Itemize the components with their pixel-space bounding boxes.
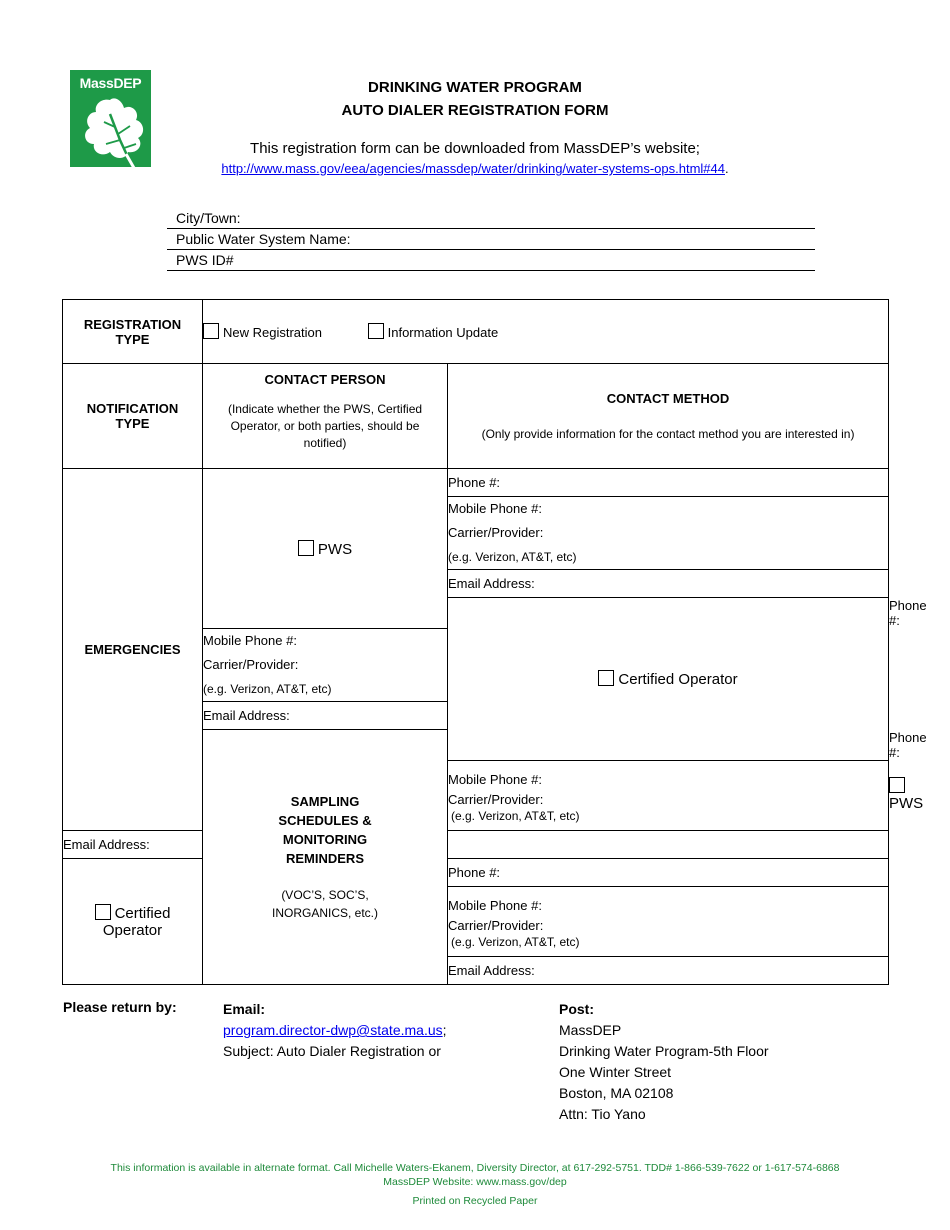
sampling-line2: SCHEDULES & <box>278 813 372 828</box>
email-subject: Subject: Auto Dialer Registration or <box>223 1043 441 1059</box>
contact-method-title: CONTACT METHOD <box>606 391 730 406</box>
notification-label-line1: NOTIFICATION <box>86 401 179 416</box>
sampling-operator-phone[interactable]: Phone #: <box>448 859 889 887</box>
emergencies-pws-email[interactable]: Email Address: <box>448 570 889 598</box>
email-link[interactable]: program.director-dwp@state.ma.us <box>223 1022 443 1038</box>
carrier-label: Carrier/Provider: <box>448 917 544 933</box>
registration-label-line2: TYPE <box>115 331 150 347</box>
carrier-label: Carrier/Provider: <box>448 791 544 807</box>
sampling-operator-mobile[interactable] <box>448 887 889 957</box>
new-registration-checkbox[interactable] <box>203 323 219 339</box>
contact-person-title: CONTACT PERSON <box>264 372 386 387</box>
emergencies-operator-checkbox[interactable] <box>598 670 614 686</box>
download-link-line <box>0 161 950 176</box>
emergencies-pws-label: PWS <box>317 540 353 558</box>
contact-person-note: (Indicate whether the PWS, Certified Operator, or both parties, should be notified) <box>227 402 423 450</box>
post-line4: Boston, MA 02108 <box>559 1085 674 1101</box>
footer-accessibility: This information is available in alternate format. Call Michelle Waters-Ekanem, Diversity Director, at 617-292-5751. TDD# 1-866-539-7622 or 1-617-574-6868 <box>110 1162 840 1174</box>
email-label: Email: <box>223 1001 266 1017</box>
logo-text: MassDEP <box>79 75 142 91</box>
contact-method-header <box>448 364 889 469</box>
notification-label-line2: TYPE <box>115 416 150 431</box>
registration-table: REGISTRATION TYPE New Registration Information Update NOTIFICATION TYPE CONTACT PERSON (Indicate whether the PWS, Certified Operator, or both parties, should be notified) CONTACT METHOD (Only provide information for the contact method you are interested in) EMERGENCIES PWS Phone #: Mobile Phone #: Carrier/Provider: (e.g. Verizon, AT&T, etc) Email Address: Certified Operator Phone #: Mobile Phone #: Carrier/Provider: (e.g. Verizon, AT&T, etc) Email Address: SAMPLING SCHEDULES & MONITORING REMINDERS (VOC’S, SOC’S, INORGANICS, etc.) PWS Phone #: Mobile Phone #: Carrier/Provider: (e.g. Verizon, AT&T, etc) Email Address: Certified Operator Phone #: Mobile Phone #: Carrier/Provider: (e.g. Verizon, AT&T, etc) Email Address: <box>62 299 889 985</box>
registration-options <box>203 300 889 364</box>
email-block <box>223 999 447 1062</box>
information-update-checkbox[interactable] <box>368 323 384 339</box>
registration-label-line1: REGISTRATION <box>83 316 182 332</box>
sampling-operator-label: Certified Operator <box>102 905 171 939</box>
mobile-label: Mobile Phone #: <box>448 501 542 516</box>
city-town-field[interactable]: City/Town: <box>167 208 815 229</box>
sampling-line1: SAMPLING <box>290 794 360 809</box>
emergencies-operator-mobile[interactable] <box>203 629 448 702</box>
sampling-note-line2: INORGANICS, etc.) <box>271 906 378 920</box>
carrier-label: Carrier/Provider: <box>203 657 299 672</box>
emergencies-pws-option[interactable] <box>203 469 448 629</box>
sampling-line4: REMINDERS <box>285 851 364 866</box>
notification-type-label <box>63 364 203 469</box>
sampling-note-line1: (VOC’S, SOC’S, <box>281 888 369 902</box>
post-line1: MassDEP <box>559 1022 622 1038</box>
emergencies-pws-checkbox[interactable] <box>298 540 314 556</box>
sampling-operator-checkbox[interactable] <box>95 904 111 920</box>
sampling-pws-mobile[interactable] <box>448 761 889 831</box>
footer-website: MassDEP Website: www.mass.gov/dep <box>383 1176 567 1188</box>
return-label <box>63 999 177 1015</box>
email-suffix: ; <box>442 1022 447 1038</box>
emergencies-pws-phone[interactable]: Phone #: <box>448 469 889 497</box>
contact-person-header <box>203 364 448 469</box>
return-label-text: Please return by: <box>63 999 177 1015</box>
new-registration-label: New Registration <box>223 325 322 340</box>
registration-type-label <box>63 300 203 364</box>
intro-text: This registration form can be downloaded from MassDEP’s website; <box>250 140 700 157</box>
information-update-option[interactable] <box>368 325 499 340</box>
mobile-label: Mobile Phone #: <box>448 897 542 913</box>
new-registration-option[interactable] <box>203 325 322 340</box>
sampling-pws-email[interactable]: Email Address: <box>63 831 203 859</box>
information-update-label: Information Update <box>387 325 499 340</box>
carrier-example: (e.g. Verizon, AT&T, etc) <box>451 934 580 949</box>
carrier-example: (e.g. Verizon, AT&T, etc) <box>451 808 580 823</box>
post-line5: Attn: Tio Yano <box>559 1106 646 1122</box>
carrier-example: (e.g. Verizon, AT&T, etc) <box>448 550 577 564</box>
sampling-pws-checkbox[interactable] <box>889 777 905 793</box>
footer-recycled: Printed on Recycled Paper <box>412 1195 538 1207</box>
emergencies-pws-mobile[interactable] <box>448 497 889 570</box>
download-link[interactable]: http://www.mass.gov/eea/agencies/massdep/water/drinking/water-systems-ops.html#44 <box>221 161 725 176</box>
post-line2: Drinking Water Program-5th Floor <box>559 1043 769 1059</box>
mobile-label: Mobile Phone #: <box>203 633 297 648</box>
sampling-pws-label: PWS <box>889 794 924 812</box>
emergencies-operator-label: Certified Operator <box>618 671 738 688</box>
sampling-operator-email[interactable]: Email Address: <box>448 957 889 985</box>
carrier-example: (e.g. Verizon, AT&T, etc) <box>203 682 332 696</box>
pws-id-field[interactable]: PWS ID# <box>167 250 815 271</box>
emergencies-label: EMERGENCIES <box>63 469 203 831</box>
link-suffix: . <box>725 161 729 176</box>
title-line-2: AUTO DIALER REGISTRATION FORM <box>341 102 609 119</box>
emergencies-operator-option[interactable] <box>448 598 889 761</box>
pws-name-field[interactable]: Public Water System Name: <box>167 229 815 250</box>
contact-method-note: (Only provide information for the contact method you are interested in) <box>481 427 855 441</box>
sampling-label <box>203 730 448 985</box>
mobile-label: Mobile Phone #: <box>448 771 542 787</box>
title-line-1: DRINKING WATER PROGRAM <box>368 79 582 96</box>
sampling-line3: MONITORING <box>282 832 368 847</box>
sampling-operator-option[interactable] <box>63 859 203 985</box>
carrier-label: Carrier/Provider: <box>448 525 544 540</box>
post-line3: One Winter Street <box>559 1064 672 1080</box>
post-label: Post: <box>559 1001 594 1017</box>
emergencies-operator-email[interactable]: Email Address: <box>203 702 448 730</box>
post-block <box>559 999 769 1125</box>
